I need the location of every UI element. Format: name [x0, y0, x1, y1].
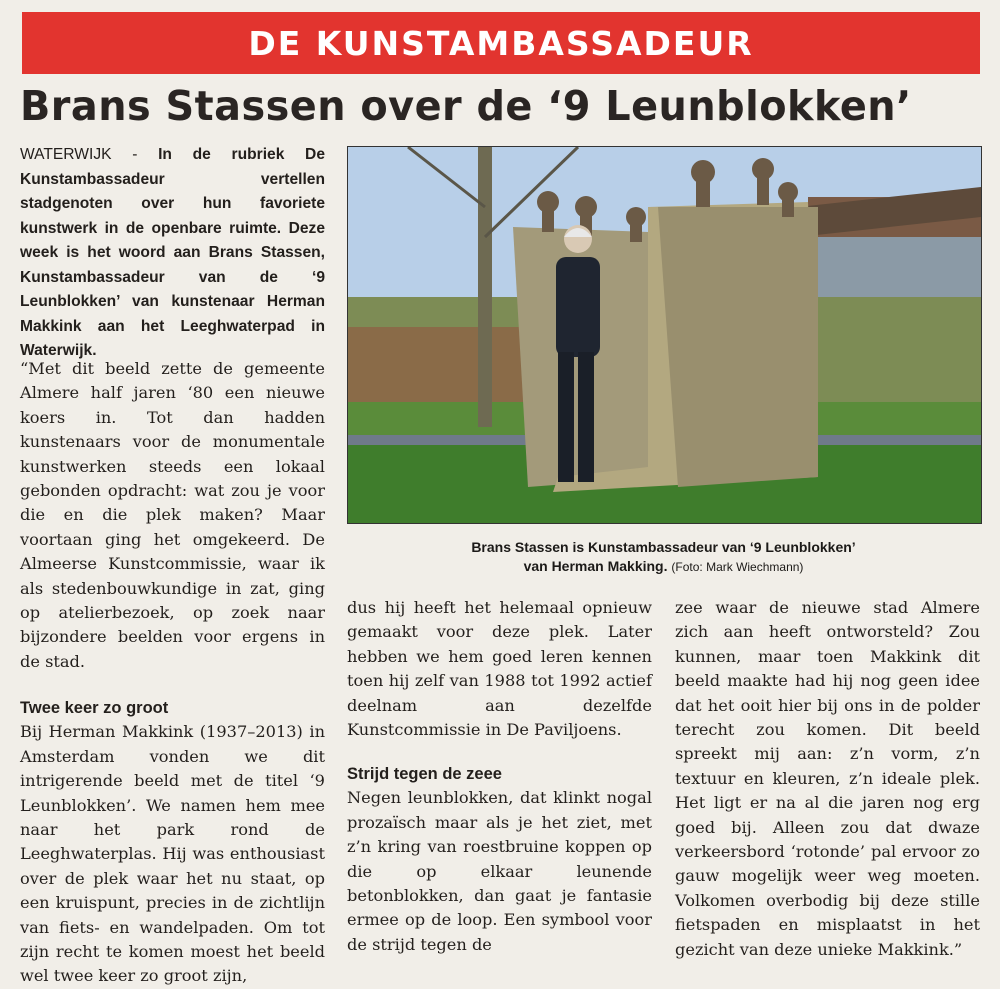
lead-text: In de rubriek De Kunstambassadeur vertellen stadgenoten over hun favoriete kunstwerk in de openbare ruimte. Deze week is het woord aan Brans Stassen, Kunstambassadeur van de ‘9 Leunblokken’ van kunstenaar Herman Makkink aan het Leeghwaterpad in Waterwijk. — [20, 146, 325, 359]
section-banner — [22, 12, 980, 74]
paragraph: zee waar de nieuwe stad Almere zich aan heeft ontworsteld? Zou kunnen, maar toen Makkink dit beeld maakte had hij nog geen idee dat het ooit hier bij ons in de polder terecht zou komen. Dit beeld spreekt mij aan: z’n vorm, z’n textuur en kleuren, z’n ideale plek. Het ligt er na al die jaren nog erg goed bij. Alleen zou dat dwaze verkeersbord ‘rotonde’ pal ervoor zo gauw mogelijk weer weg moeten. Volkomen overbodig bij deze stille fietspaden en misplaatst in het gezicht van deze unieke Makkink.” — [675, 598, 980, 959]
paragraph: dus hij heeft het helemaal opnieuw gemaakt voor deze plek. Later hebben we hem goed leren kennen toen hij zelf van 1988 tot 1992 actief deelnam aan dezelfde Kunstcommissie in De Paviljoens. — [347, 598, 652, 740]
paragraph: Bij Herman Makkink (1937–2013) in Amsterdam vonden we dit intrigerende beeld met de titel ‘9 Leunblokken’. We namen hem mee naar het park rond de Leeghwaterplas. Hij was enthousiast over de plek waar het nu staat, op een kruispunt, precies in de zichtlijn van fiets- en wandelpaden. Om tot zijn recht te komen moest het beeld wel twee keer zo groot zijn, — [20, 722, 325, 986]
caption-line-1: Brans Stassen is Kunstambassadeur van ‘9 Leunblokken’ — [471, 539, 856, 555]
article-column-1 — [20, 357, 325, 989]
dateline: WATERWIJK - — [20, 146, 159, 163]
article-column-2 — [347, 596, 652, 957]
photo-sculpture-image — [348, 147, 981, 523]
photo-caption — [347, 538, 980, 577]
article-photo — [347, 146, 982, 524]
article-column-3 — [675, 596, 980, 962]
article-lead — [20, 143, 325, 364]
subheading: Twee keer zo groot — [20, 699, 169, 718]
paragraph: Negen leunblokken, dat klinkt nogal prozaïsch maar als je het ziet, met z’n kring van roestbruine koppen op die op elkaar leunende betonblokken, dan gaat je fantasie ermee op de loop. Een symbool voor de strijd tegen de — [347, 788, 652, 954]
subheading: Strijd tegen de zeee — [347, 765, 502, 784]
paragraph: “Met dit beeld zette de gemeente Almere half jaren ‘80 een nieuwe koers in. Tot dan hadden kunstenaars voor de monumentale kunstwerken steeds een lokaal gebonden opdracht: wat zou je voor die en die plek maken? Maar voortaan ging het omgekeerd. De Almeerse Kunstcommissie, waar ik als stedenbouwkundige in zat, ging op atelierbezoek, op zoek naar bijzondere beelden voor ergens in de stad. — [20, 359, 325, 671]
caption-line-2: van Herman Makking. — [523, 558, 668, 574]
photo-credit: (Foto: Mark Wiechmann) — [671, 560, 804, 574]
article-headline: Brans Stassen over de ‘9 Leunblokken’ — [20, 82, 912, 130]
section-title: DE KUNSTAMBASSADEUR — [248, 24, 754, 63]
